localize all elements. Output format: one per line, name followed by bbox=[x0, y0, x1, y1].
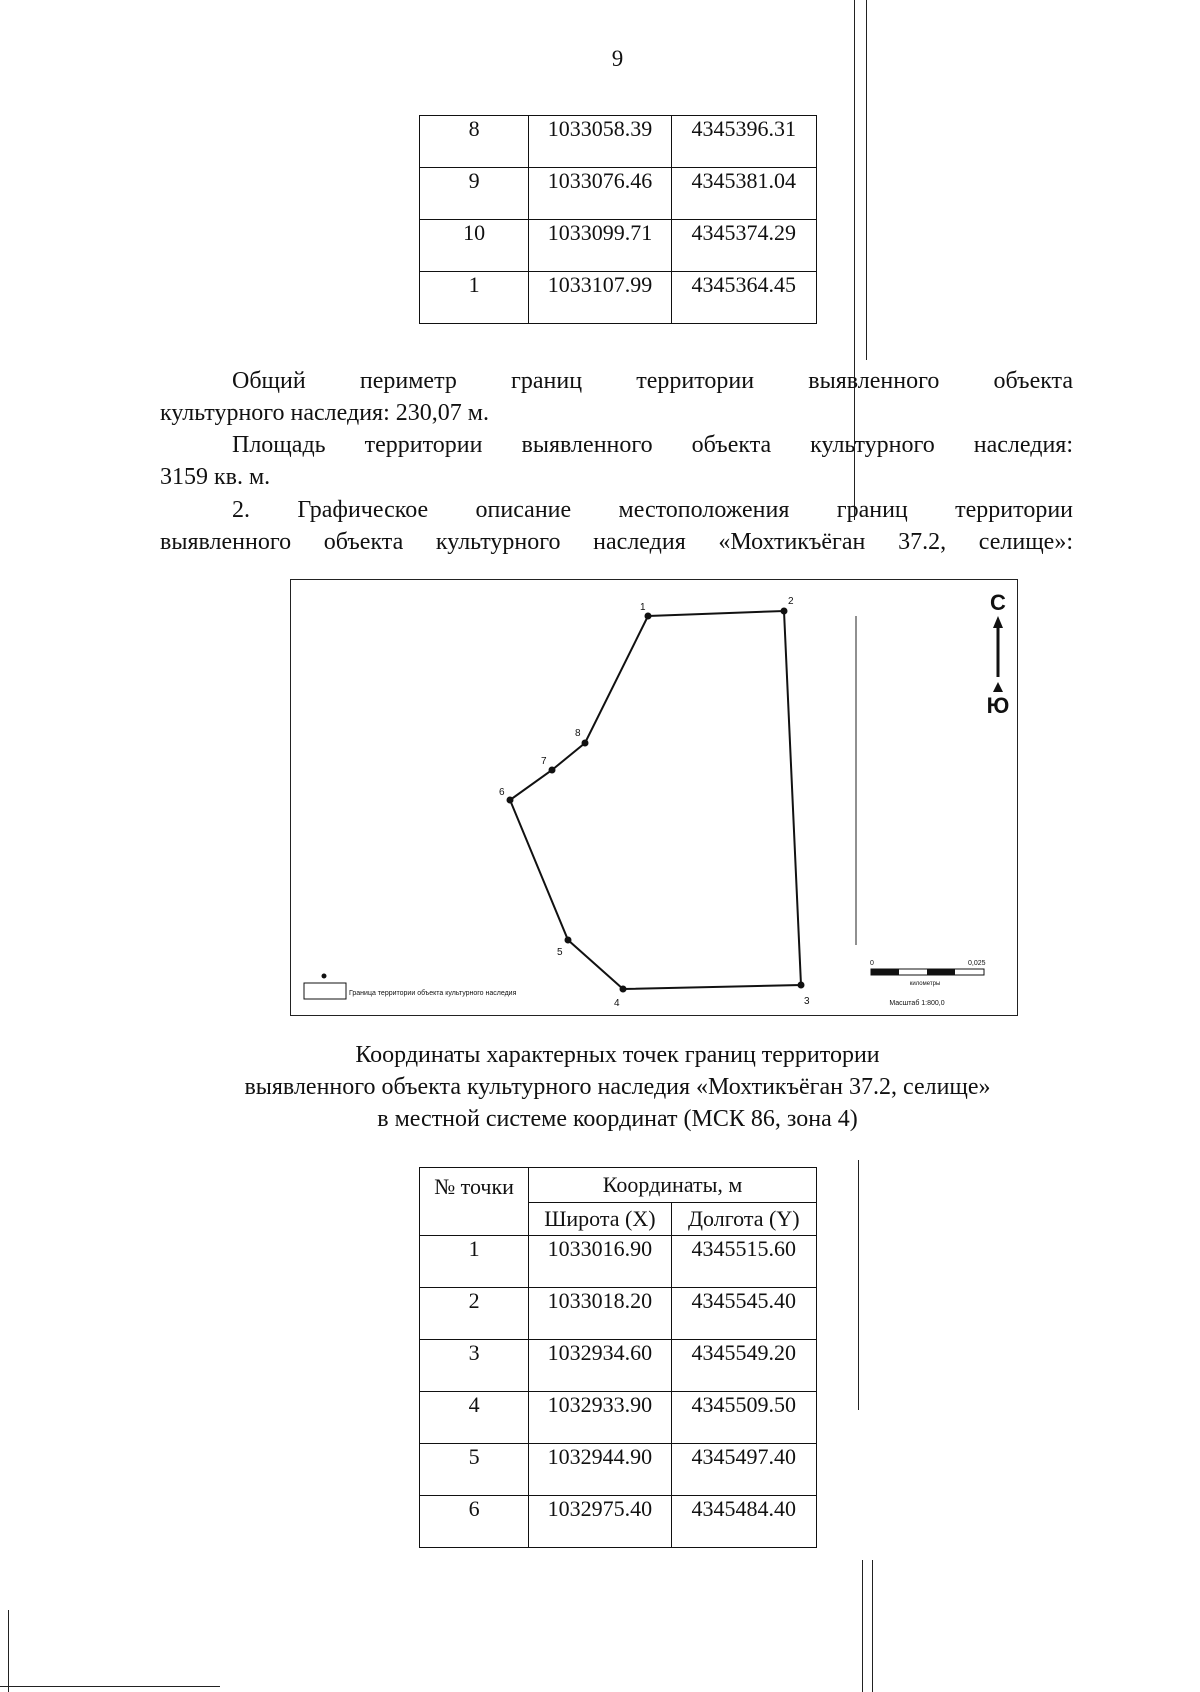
vertex-marker bbox=[781, 608, 788, 615]
north-arrow bbox=[987, 590, 1010, 718]
scale-bar-segment bbox=[871, 969, 899, 975]
header-latitude: Широта (X) bbox=[529, 1203, 671, 1236]
legend-label: Граница территории объекта культурного наследия bbox=[349, 990, 517, 997]
point-number: 8 bbox=[420, 116, 529, 168]
scan-margin-line bbox=[862, 1560, 863, 1692]
vertex-label-1: 1 bbox=[640, 602, 646, 613]
y-coordinate: 4345374.29 bbox=[671, 220, 816, 272]
table-row bbox=[420, 220, 817, 272]
point-number: 5 bbox=[420, 1444, 529, 1496]
x-coordinate: 1033058.39 bbox=[529, 116, 671, 168]
header-longitude: Долгота (Y) bbox=[671, 1203, 816, 1236]
arrow-tail-icon bbox=[993, 682, 1003, 692]
scale-end-label: 0,025 bbox=[968, 960, 986, 967]
vertex-label-4: 4 bbox=[614, 998, 620, 1009]
point-number: 6 bbox=[420, 1496, 529, 1548]
y-coordinate: 4345396.31 bbox=[671, 116, 816, 168]
boundary-map bbox=[290, 579, 1018, 1016]
x-coordinate: 1032934.60 bbox=[529, 1340, 671, 1392]
scan-margin-line bbox=[858, 1160, 859, 1410]
x-coordinate: 1033099.71 bbox=[529, 220, 671, 272]
x-coordinate: 1032975.40 bbox=[529, 1496, 671, 1548]
table-row bbox=[420, 1340, 817, 1392]
area-paragraph-line1: Площадь территории выявленного объекта культурного наследия: bbox=[232, 432, 1073, 458]
boundary-vertices bbox=[507, 608, 805, 993]
y-coordinate: 4345545.40 bbox=[671, 1288, 816, 1340]
vertex-label-2: 2 bbox=[788, 596, 794, 607]
perimeter-paragraph-line2: культурного наследия: 230,07 м. bbox=[160, 400, 489, 426]
table-row bbox=[420, 1236, 817, 1288]
x-coordinate: 1033018.20 bbox=[529, 1288, 671, 1340]
point-number: 10 bbox=[420, 220, 529, 272]
coordinates-table-continued bbox=[419, 115, 817, 324]
vertex-label-6: 6 bbox=[499, 787, 505, 798]
table-row bbox=[420, 1392, 817, 1444]
y-coordinate: 4345497.40 bbox=[671, 1444, 816, 1496]
vertex-marker bbox=[620, 986, 627, 993]
scan-margin-line bbox=[872, 1560, 873, 1692]
scan-margin-line bbox=[0, 1686, 220, 1687]
scan-margin-line bbox=[8, 1610, 9, 1692]
vertex-marker bbox=[582, 740, 589, 747]
vertex-marker bbox=[798, 982, 805, 989]
point-number: 1 bbox=[420, 272, 529, 324]
arrow-shaft bbox=[997, 627, 1000, 677]
x-coordinate: 1032933.90 bbox=[529, 1392, 671, 1444]
y-coordinate: 4345484.40 bbox=[671, 1496, 816, 1548]
vertex-marker bbox=[565, 937, 572, 944]
vertex-marker bbox=[645, 613, 652, 620]
table-row bbox=[420, 1444, 817, 1496]
vertex-label-3: 3 bbox=[804, 996, 810, 1007]
x-coordinate: 1032944.90 bbox=[529, 1444, 671, 1496]
vertex-marker bbox=[507, 797, 514, 804]
table-row bbox=[420, 168, 817, 220]
vertex-label-8: 8 bbox=[575, 728, 581, 739]
y-coordinate: 4345509.50 bbox=[671, 1392, 816, 1444]
coordinates-table bbox=[419, 1167, 817, 1548]
point-number: 4 bbox=[420, 1392, 529, 1444]
scale-text: Масштаб 1:800,0 bbox=[889, 1000, 945, 1007]
map-drawing bbox=[291, 580, 1019, 1017]
x-coordinate: 1033107.99 bbox=[529, 272, 671, 324]
vertex-label-5: 5 bbox=[557, 947, 563, 958]
y-coordinate: 4345364.45 bbox=[671, 272, 816, 324]
header-coordinates: Координаты, м bbox=[529, 1168, 817, 1203]
table-row bbox=[420, 1288, 817, 1340]
graphic-paragraph-line2: выявленного объекта культурного наследия «Мохтикъёган 37.2, селище»: bbox=[160, 529, 1073, 555]
map-legend bbox=[304, 974, 517, 1000]
table-caption-line3: в местной системе координат (МСК 86, зона 4) bbox=[377, 1106, 858, 1132]
graphic-paragraph-line1: 2. Графическое описание местоположения границ территории bbox=[232, 497, 1073, 523]
table-header-row bbox=[420, 1168, 817, 1203]
point-number: 9 bbox=[420, 168, 529, 220]
table-caption-line1: Координаты характерных точек границ территории bbox=[355, 1042, 880, 1068]
vertex-marker bbox=[549, 767, 556, 774]
page-number: 9 bbox=[611, 46, 624, 71]
area-paragraph-line2: 3159 кв. м. bbox=[160, 464, 271, 490]
x-coordinate: 1033016.90 bbox=[529, 1236, 671, 1288]
y-coordinate: 4345549.20 bbox=[671, 1340, 816, 1392]
point-number: 3 bbox=[420, 1340, 529, 1392]
table-row bbox=[420, 116, 817, 168]
scale-start-label: 0 bbox=[870, 960, 874, 967]
legend-point-icon bbox=[322, 974, 327, 979]
perimeter-paragraph-line1: Общий периметр границ территории выявленного объекта bbox=[232, 368, 1073, 394]
table-caption-line2: выявленного объекта культурного наследия «Мохтикъёган 37.2, селище» bbox=[244, 1074, 991, 1100]
scale-bar bbox=[870, 960, 986, 1007]
table-row bbox=[420, 272, 817, 324]
territory-boundary bbox=[510, 611, 801, 989]
point-number: 2 bbox=[420, 1288, 529, 1340]
arrow-head-icon bbox=[993, 616, 1003, 628]
legend-boundary-swatch bbox=[304, 983, 346, 999]
y-coordinate: 4345515.60 bbox=[671, 1236, 816, 1288]
x-coordinate: 1033076.46 bbox=[529, 168, 671, 220]
scale-bar-segment bbox=[927, 969, 955, 975]
south-label: Ю bbox=[986, 693, 1010, 718]
vertex-label-7: 7 bbox=[541, 756, 547, 767]
north-label: С bbox=[990, 590, 1006, 615]
header-point-number: № точки bbox=[420, 1168, 529, 1236]
point-number: 1 bbox=[420, 1236, 529, 1288]
scale-unit-label: километры bbox=[909, 981, 941, 987]
table-row bbox=[420, 1496, 817, 1548]
y-coordinate: 4345381.04 bbox=[671, 168, 816, 220]
